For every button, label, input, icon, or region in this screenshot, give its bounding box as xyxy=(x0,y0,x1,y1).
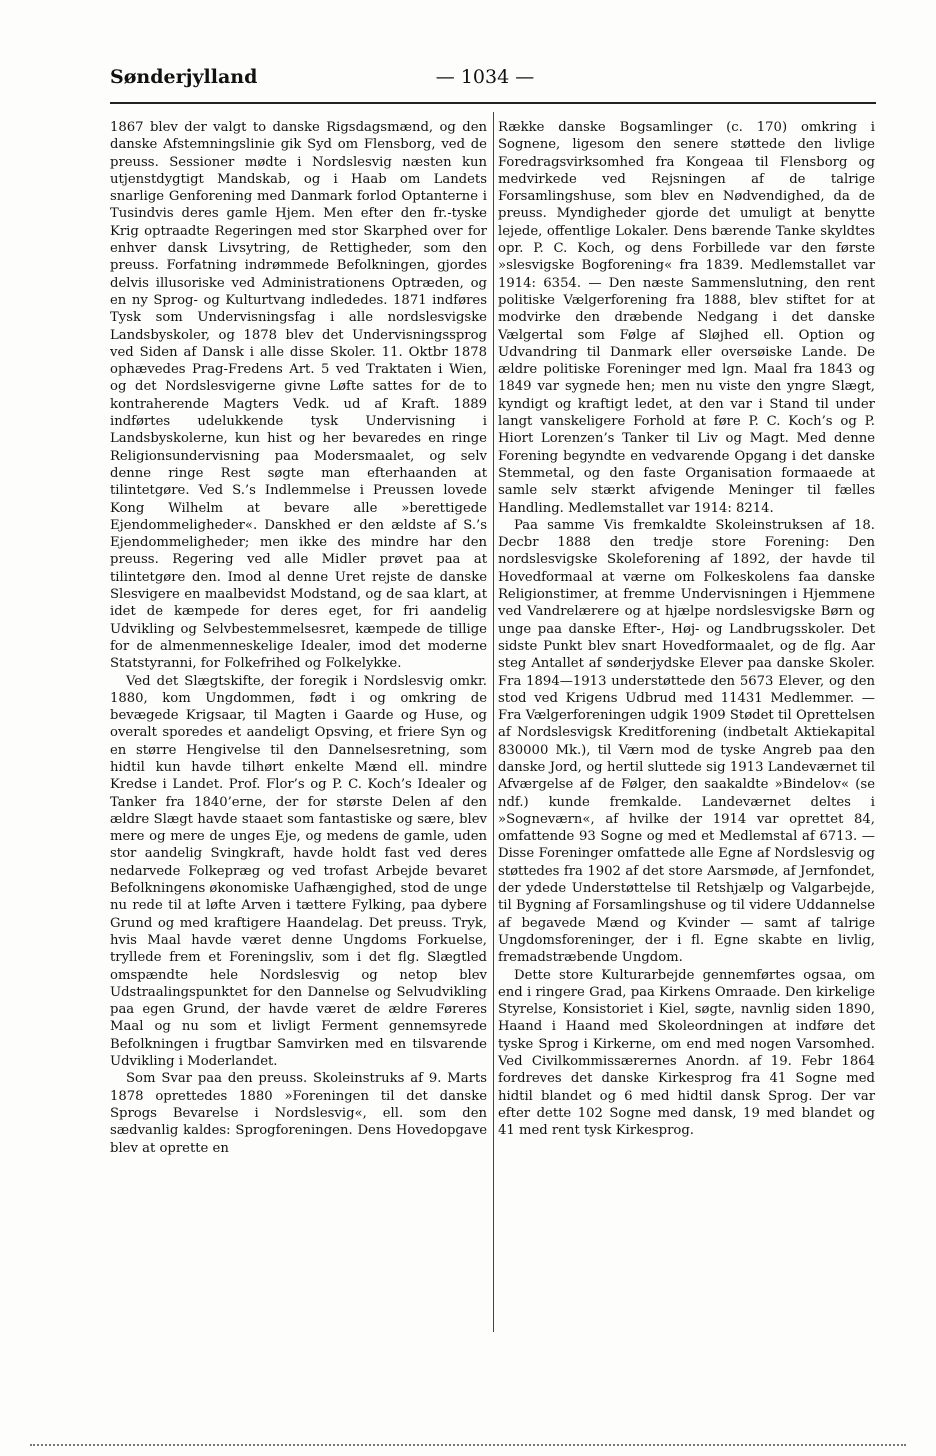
page-number: — 1034 — xyxy=(435,66,535,88)
paragraph: Ved det Slægtskifte, der foregik i Nordslesvig omkr. 1880, kom Ungdommen, født i og omkring de bevægede Krigsaar, til Magten i Gaarde og Huse, og overalt sporedes et aandeligt Opsving, et friere Syn og en større Hengivelse til den Dannelsesretning, som hidtil kun havde tilhørt enkelte Mænd ell. mindre Kredse i Landet. Prof. Flor’s og P. C. Koch’s Idealer og Tanker fra 1840’erne, der for største Delen af den ældre Slægt havde staaet som fantastiske og sære, blev mere og mere de unges Eje, og medens de gamle, uden stor aandelig Svingkraft, havde holdt fast ved deres nedarvede Folkepræg og ved trofast Arbejde bevaret Befolkningens økonomiske Uafhængighed, stod de unge nu rede til at løfte Arven i tættere Fylking, paa dybere Grund og med kraftigere Haandelag. Det preuss. Tryk, hvis Maal havde været denne Ungdoms Forkuelse, tryllede frem et Foreningsliv, som i det flg. Slægtled omspændte hele Nordslesvig og netop blev Udstraalingspunktet for den Dannelse og Selvudvikling paa egen Grund, der havde været de ældre Føreres Maal og nu som et livligt Ferment gennemsyrede Befolkningen i frugtbar Samvirken med en tilsvarende Udvikling i Moderlandet. xyxy=(110,673,487,1070)
paragraph: Som Svar paa den preuss. Skoleinstruks af 9. Marts 1878 oprettedes 1880 »Foreningen til det danske Sprogs Bevarelse i Nordslesvig«, ell. som den sædvanlig kaldes: Sprogforeningen. Dens Hovedopgave blev at oprette en xyxy=(110,1071,487,1156)
paragraph: Dette store Kulturarbejde gennemførtes ogsaa, om end i ringere Grad, paa Kirkens Omraade. Den kirkelige Styrelse, Konsistoriet i Kiel, søgte, navnlig siden 1890, Haand i Haand med Skoleordningen at indføre det tyske Sprog i Kirkerne, om end med nogen Varsomhed. Ved Civilkommissærernes Anordn. af 19. Febr 1864 fordreves det danske Kirkesprog fra 41 Sogne med hidtil blandet og 6 med hidtil dansk Sprog. Der var efter dette 102 Sogne med dansk, 19 med blandet og 41 med rent tysk Kirkesprog. xyxy=(498,967,875,1139)
column-divider xyxy=(493,112,494,1332)
paragraph: Paa samme Vis fremkaldte Skoleinstruksen af 18. Decbr 1888 den tredje store Forening: Den nordslesvigske Skoleforening af 1892, der havde til Hovedformaal at værne om Folkeskolens faa danske Religionstimer, at fremme Undervisningen i Hjemmene ved Vandrelærere og at hjælpe nordslesvigske Børn og unge paa danske Efter-, Høj- og Landbrugsskoler. Det sidste Punkt blev snart Hovedformaalet, og de flg. Aar steg Antallet af sønderjydske Elever paa danske Skoler. Fra 1894—1913 understøttede den 5673 Elever, og den stod ved Krigens Udbrud med 11431 Medlemmer. — Fra Vælgerforeningen udgik 1909 Stødet til Oprettelsen af Nordslesvigsk Kreditforening (indbetalt Aktiekapital 830000 Mk.), til Værn mod de tyske Angreb paa den danske Jord, og hertil sluttede sig 1913 Landeværnet til Afværgelse af de Følger, den saakaldte »Bindelov« (se ndf.) kunde fremkalde. Landeværnet deltes i »Sogneværn«, af hvilke der 1914 var oprettet 84, omfattende 93 Sogne og med et Medlemstal af 6713. — Disse Foreninger omfattede alle Egne af Nordslesvig og støttedes fra 1902 af det store Aarsmøde, af Jernfondet, der ydede Understøttelse til Retshjælp og Valgarbejde, til Bygning af Forsamlingshuse og til videre Uddannelse af begavede Mænd og Kvinder — samt af talrige Ungdomsforeninger, der i fl. Egne skabte en livlig, fremadstræbende Ungdom. xyxy=(498,517,875,966)
paragraph: Række danske Bogsamlinger (c. 170) omkring i Sognene, ligesom den senere støttede den livlige Foredragsvirksomhed fra Kongeaa til Flensborg og medvirkede ved Rejsningen af de talrige Forsamlingshuse, som blev en Nødvendighed, da de preuss. Myndigheder gjorde det umuligt at benytte lejede, offentlige Lokaler. Dens bærende Tanke skyldtes opr. P. C. Koch, og dens Forbillede var den første »slesvigske Bogforening« fra 1839. Medlemstallet var 1914: 6354. — Den næste Sammenslutning, den rent politiske Vælgerforening fra 1888, blev stiftet for at modvirke den dræbende Nedgang i det danske Vælgertal som Følge af Sløjhed ell. Option og Udvandring til Danmark eller oversøiske Lande. De ældre politiske Foreninger med lgn. Maal fra 1843 og 1849 var sygnede hen; men nu viste den yngre Slægt, kyndigt og kraftigt ledet, at den var i Stand til under langt vanskeligere Forhold at føre P. C. Koch’s og P. Hiort Lorenzen’s Tanker til Liv og Magt. Med denne Forening begyndte en vedvarende Opgang i det danske Stemmetal, og den faste Organisation formaaede at samle selv stærkt afvigende Meninger til fælles Handling. Medlemstallet var 1914: 8214. xyxy=(498,120,875,516)
right-column xyxy=(498,119,875,1140)
running-head-title: Sønderjylland xyxy=(110,66,258,88)
paragraph: 1867 blev der valgt to danske Rigsdagsmænd, og den danske Afstemningslinie gik Syd om Flensborg, ved de preuss. Sessioner mødte i Nordslesvig næsten kun utjenstdygtigt Mandskab, og i Haab om Landets snarlige Genforening med Danmark forlod Optanterne i Tusindvis deres gamle Hjem. Men efter den fr.-tyske Krig optraadte Regeringen med stor Skarphed over for enhver dansk Livsytring, de Rettigheder, som den preuss. Forfatning indrømmede Befolkningen, gjordes delvis illusoriske ved Administrationens Optræden, og en ny Sprog- og Kulturtvang indlededes. 1871 indføres Tysk som Undervisningsfag i alle nordslesvigske Landsbyskoler, og 1878 blev det Undervisningssprog ved Siden af Dansk i alle disse Skoler. 11. Oktbr 1878 ophævedes Prag-Fredens Art. 5 ved Traktaten i Wien, og det Nordslesvigerne givne Løfte sattes for de to kontraherende Magters Vedk. ud af Kraft. 1889 indførtes udelukkende tysk Undervisning i Landsbyskolerne, kun hist og her bevaredes en ringe Religionsundervisning paa Modersmaalet, og selv denne ringe Rest søgte man efterhaanden at tilintetgøre. Ved S.’s Indlemmelse i Preussen lovede Kong Wilhelm at bevare alle »berettigede Ejendommeligheder«. Danskhed er den ældste af S.’s Ejendommeligheder; men ikke des mindre har den preuss. Regering ved alle Midler prøvet paa at tilintetgøre den. Imod al denne Uret rejste de danske Slesvigere en maalbevidst Modstand, og de saa klart, at idet de kæmpede for deres eget, for fri aandelig Udvikling og Selvbestemmelsesret, kæmpede de tillige for de almenmenneskelige Idealer, imod det moderne Statstyranni, for Folkefrihed og Folkelykke. xyxy=(110,120,487,672)
left-column xyxy=(110,119,487,1157)
scan-edge-line xyxy=(30,1444,906,1446)
header-rule xyxy=(110,102,876,104)
